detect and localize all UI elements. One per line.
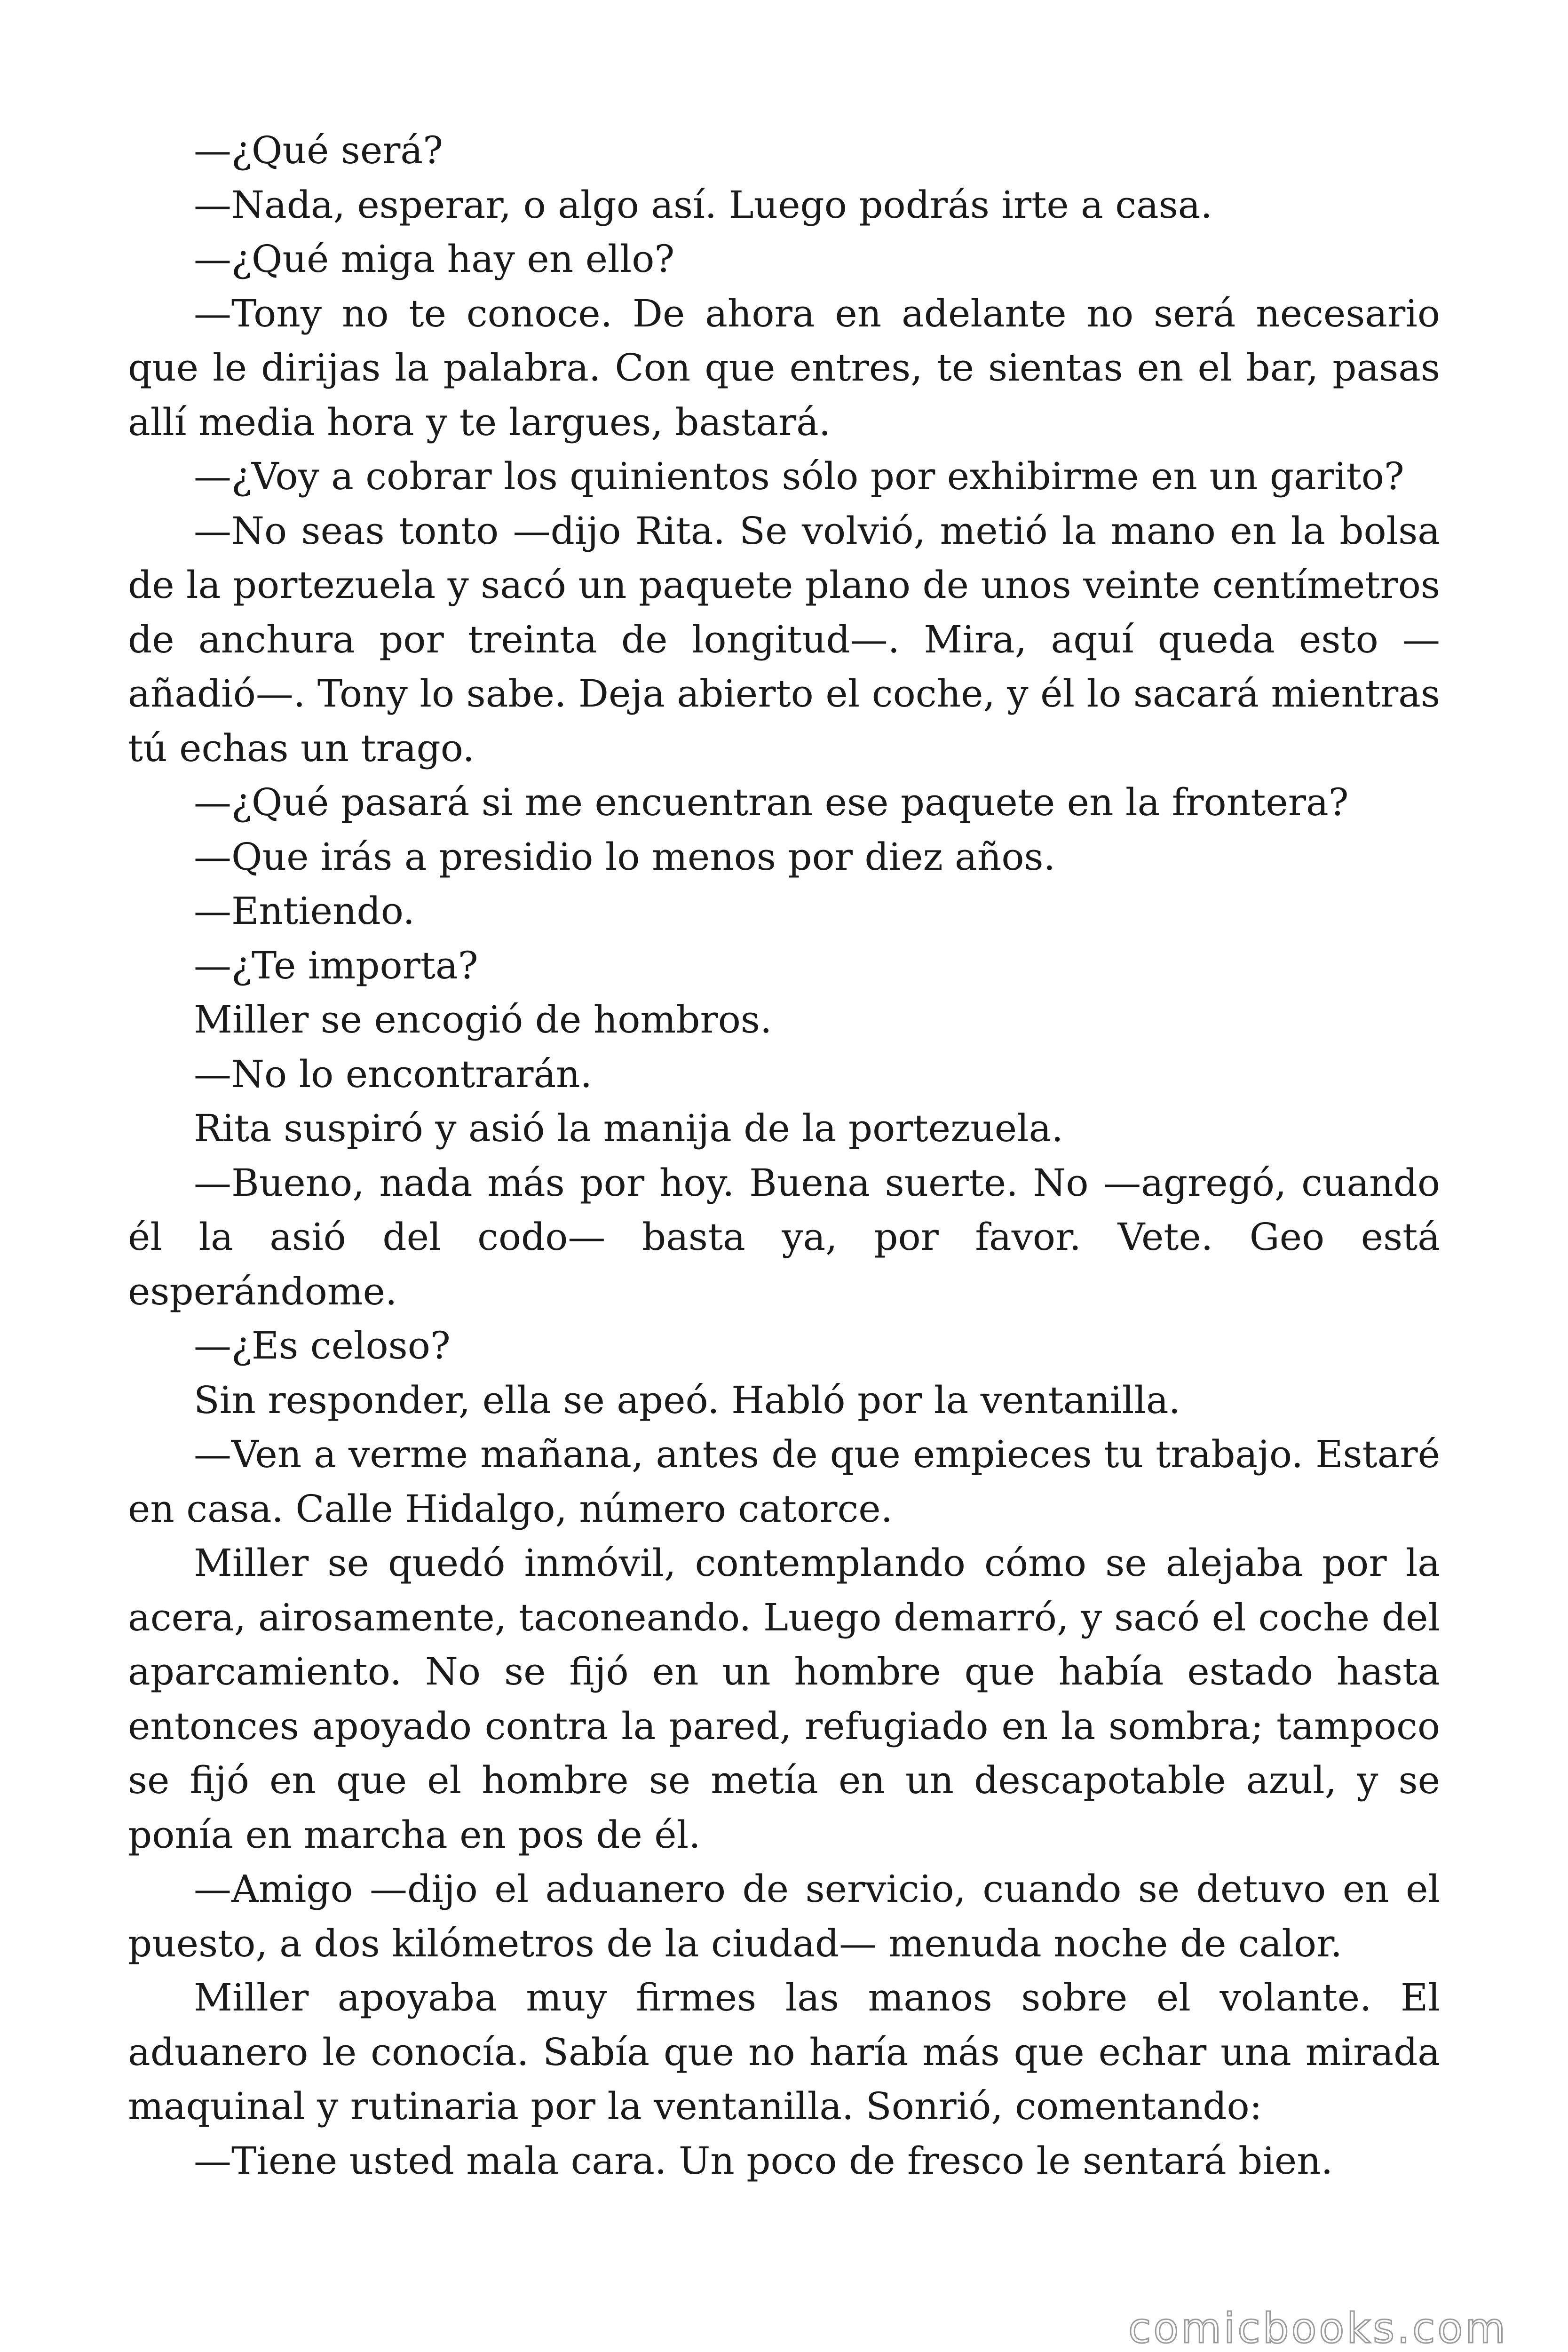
body-text [128, 123, 1440, 2188]
watermark: comicbooks.com [1128, 2304, 1508, 2352]
paragraph: Miller apoyaba muy firmes las manos sobre el volante. El aduanero le conocía. Sabía que no haría más que echar una mirada maquinal y rutinaria por la ventanilla. Sonrió, comentando: [128, 1976, 1440, 2128]
paragraph: —Tony no te conoce. De ahora en adelante no será necesario que le dirijas la palabra. Con que entres, te sientas en el bar, pasas allí media hora y te largues, bastará. [128, 291, 1440, 444]
paragraph: —Que irás a presidio lo menos por diez años. [194, 834, 1056, 879]
paragraph: —Entiendo. [194, 889, 415, 933]
paragraph: —¿Qué será? [194, 128, 443, 172]
paragraph: Sin responder, ella se apeó. Habló por la ventanilla. [194, 1378, 1181, 1422]
paragraph: —Ven a verme mañana, antes de que empieces tu trabajo. Estaré en casa. Calle Hidalgo, número catorce. [128, 1432, 1440, 1531]
paragraph: —¿Qué miga hay en ello? [194, 237, 675, 281]
paragraph: Miller se encogió de hombros. [194, 998, 772, 1041]
paragraph: —¿Voy a cobrar los quinientos sólo por exhibirme en un garito? [194, 454, 1404, 498]
paragraph: —Nada, esperar, o algo así. Luego podrás irte a casa. [194, 183, 1212, 227]
paragraph: —No lo encontrarán. [194, 1052, 593, 1096]
paragraph: —¿Te importa? [194, 943, 478, 987]
paragraph: —¿Es celoso? [194, 1324, 451, 1367]
paragraph: Rita suspiró y asió la manija de la portezuela. [194, 1106, 1063, 1150]
paragraph: —Bueno, nada más por hoy. Buena suerte. No —agregó, cuando él la asió del codo— basta ya, por favor. Vete. Geo está esperándome. [128, 1160, 1440, 1313]
paragraph: Miller se quedó inmóvil, contemplando cómo se alejaba por la acera, airosamente, taconeando. Luego demarró, y sacó el coche del aparcamiento. No se fijó en un hombre que había estado hasta entonces apoyado contra la pared, refugiado en la sombra; tampoco se fijó en que el hombre se metía en un descapotable azul, y se ponía en marcha en pos de él. [128, 1541, 1440, 1857]
paragraph: —¿Qué pasará si me encuentran ese paquete en la frontera? [194, 780, 1349, 824]
paragraph: —Amigo —dijo el aduanero de servicio, cuando se detuvo en el puesto, a dos kilómetros de la ciudad— menuda noche de calor. [128, 1867, 1440, 1965]
paragraph: —Tiene usted mala cara. Un poco de fresco le sentará bien. [194, 2138, 1333, 2183]
paragraph: —No seas tonto —dijo Rita. Se volvió, metió la mano en la bolsa de la portezuela y sacó un paquete plano de unos veinte centímetros de anchura por treinta de longitud—. Mira, aquí queda esto —añadió—. Tony lo sabe. Deja abierto el coche, y él lo sacará mientras tú echas un trago. [128, 509, 1440, 770]
